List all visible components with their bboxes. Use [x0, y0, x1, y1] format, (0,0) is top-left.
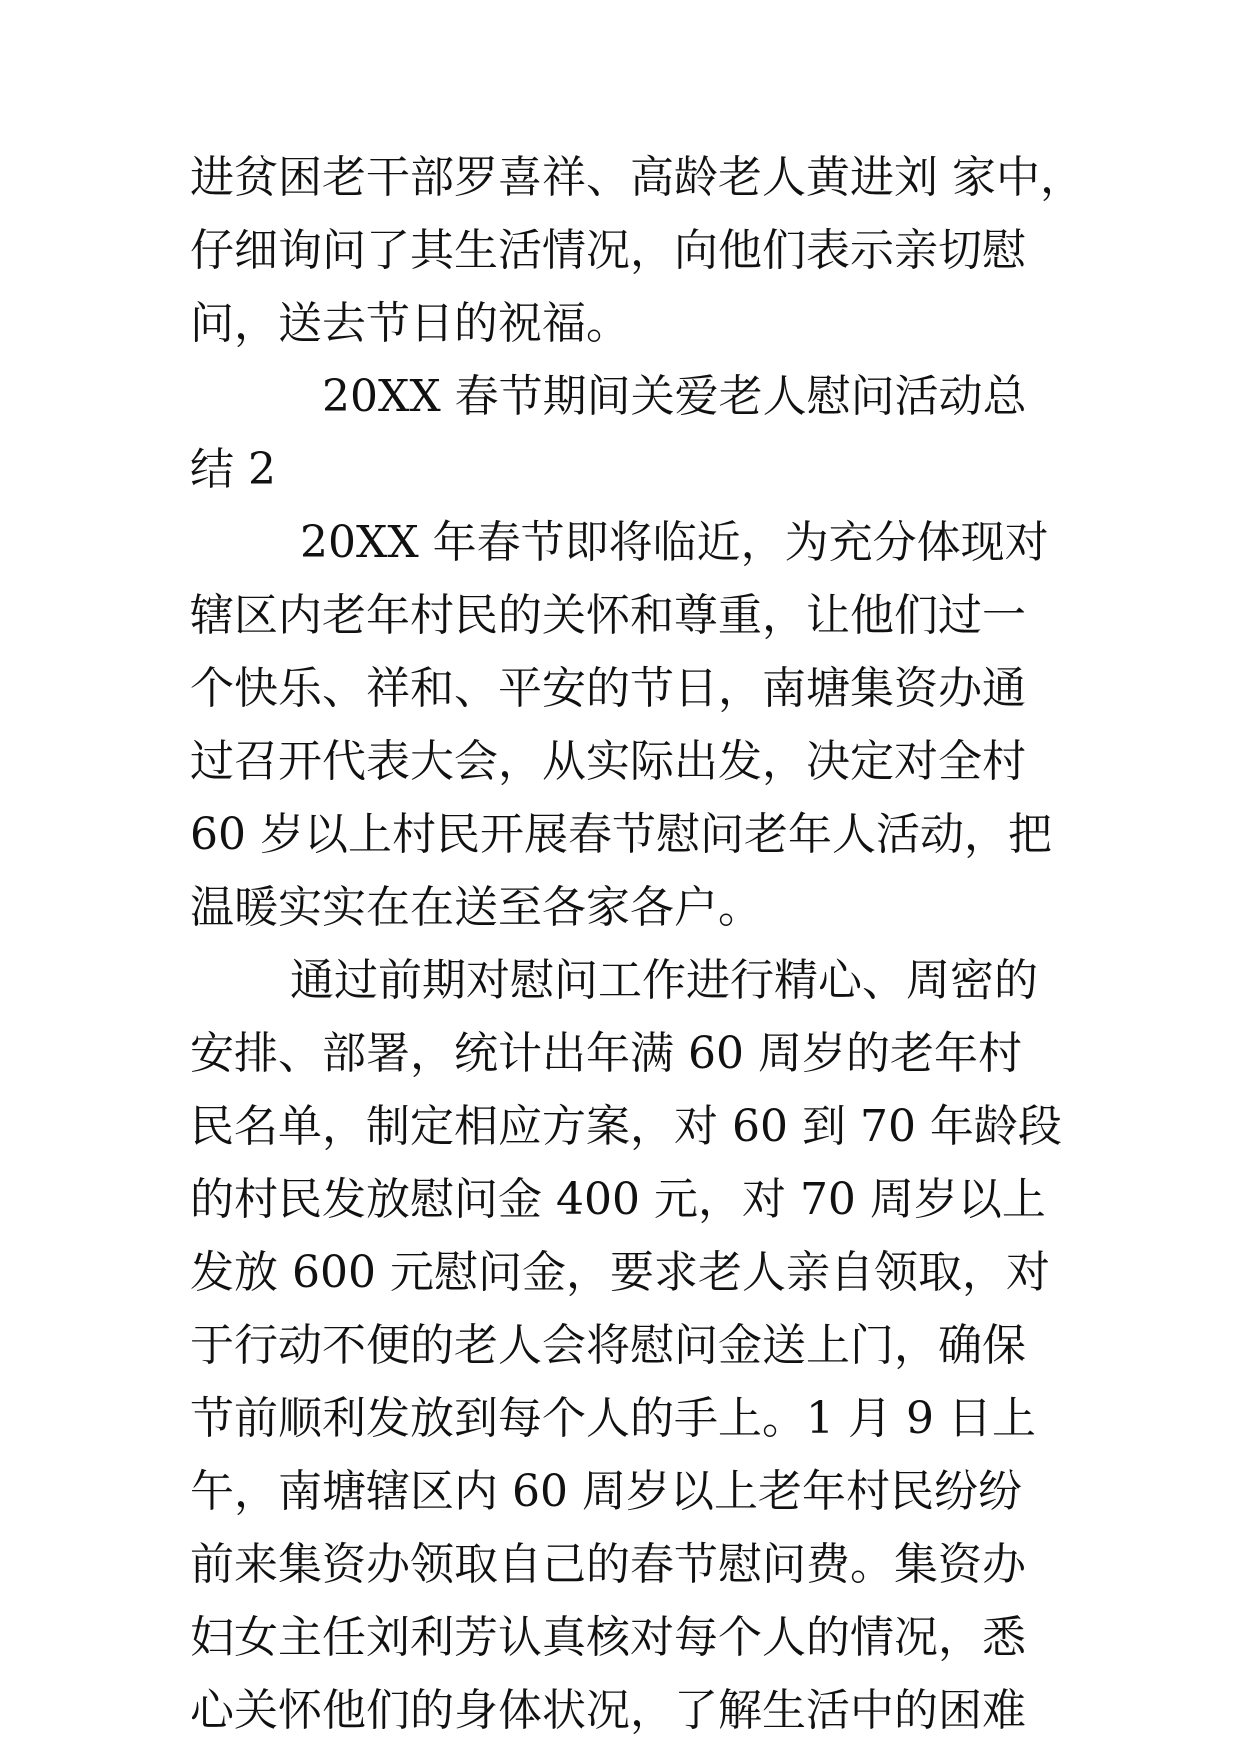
paragraph-line: 心关怀他们的身体状况，了解生活中的困难 — [190, 1685, 1026, 1736]
paragraph-line: 于行动不便的老人会将慰问金送上门，确保 — [190, 1320, 1026, 1371]
intro-line: 仔细询问了其生活情况，向他们表示亲切慰 — [190, 225, 1026, 276]
paragraph-line: 民名单，制定相应方案，对 60 到 70 年龄段 — [190, 1101, 1062, 1152]
paragraph-line: 的村民发放慰问金 400 元，对 70 周岁以上 — [190, 1174, 1046, 1225]
paragraph-line: 通过前期对慰问工作进行精心、周密的 — [290, 955, 1038, 1006]
paragraph-line: 安排、部署，统计出年满 60 周岁的老年村 — [190, 1028, 1022, 1079]
section-heading: 20XX 春节期间关爱老人慰问活动总 — [322, 371, 1027, 422]
section-heading: 结 2 — [190, 444, 276, 495]
paragraph-line: 前来集资办领取自己的春节慰问费。集资办 — [190, 1539, 1026, 1590]
paragraph-line: 过召开代表大会，从实际出发，决定对全村 — [190, 736, 1026, 787]
paragraph-line: 午，南塘辖区内 60 周岁以上老年村民纷纷 — [190, 1466, 1022, 1517]
paragraph-line: 节前顺利发放到每个人的手上。1 月 9 日上 — [190, 1393, 1036, 1444]
paragraph-line: 个快乐、祥和、平安的节日，南塘集资办通 — [190, 663, 1026, 714]
paragraph-line: 温暖实实在在送至各家各户。 — [190, 882, 762, 933]
paragraph-line: 20XX 年春节即将临近，为充分体现对 — [300, 517, 1049, 568]
paragraph-line: 60 岁以上村民开展春节慰问老年人活动，把 — [190, 809, 1052, 860]
paragraph-line: 辖区内老年村民的关怀和尊重，让他们过一 — [190, 590, 1026, 641]
paragraph-line: 发放 600 元慰问金，要求老人亲自领取，对 — [190, 1247, 1050, 1298]
document-body — [190, 141, 1084, 1747]
intro-line: 进贫困老干部罗喜祥、高龄老人黄进刘 家中， — [190, 152, 1084, 203]
paragraph-line: 妇女主任刘利芳认真核对每个人的情况，悉 — [190, 1612, 1026, 1663]
intro-line: 问，送去节日的祝福。 — [190, 298, 630, 349]
